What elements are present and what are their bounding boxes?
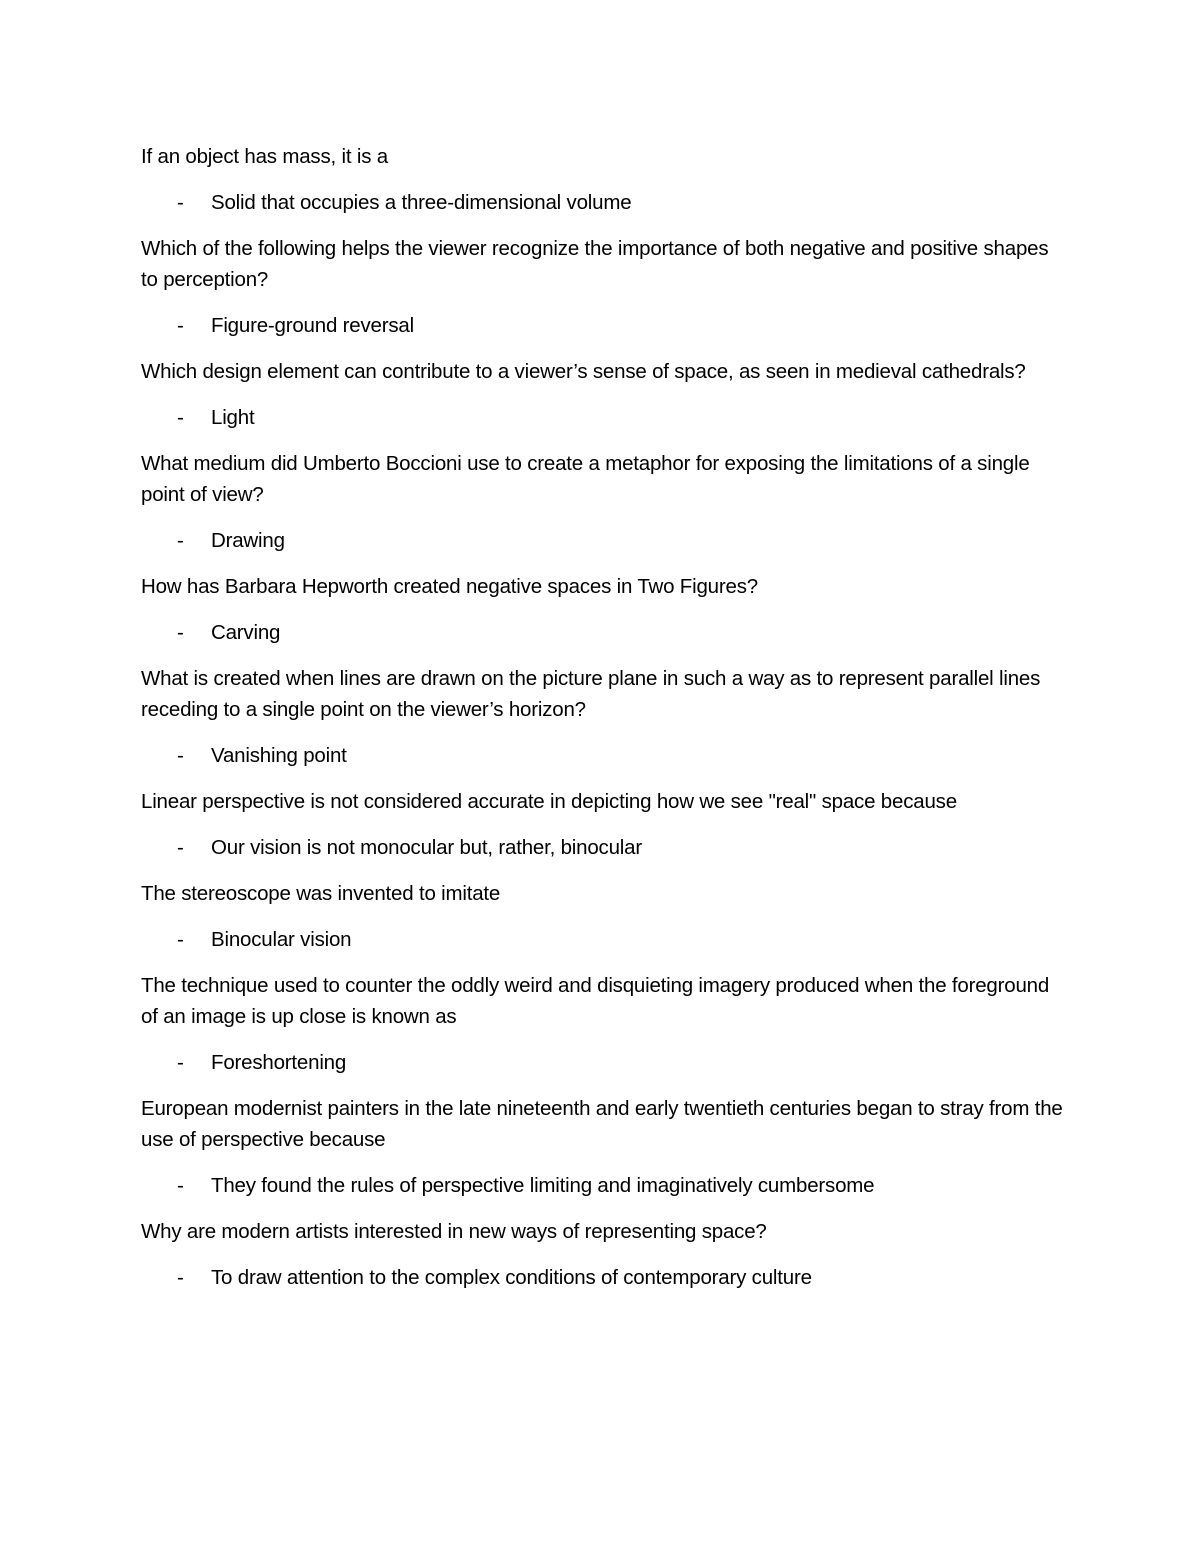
question-text: What medium did Umberto Boccioni use to create a metaphor for exposing the limitations of a single point of view? bbox=[141, 452, 1030, 506]
answer-item bbox=[141, 187, 1066, 218]
bullet-dash: - bbox=[177, 928, 184, 951]
bullet-dash: - bbox=[177, 406, 184, 429]
answer-item bbox=[141, 310, 1066, 341]
answer-item bbox=[141, 832, 1066, 863]
answer-text: Figure-ground reversal bbox=[211, 314, 414, 337]
question-text: The stereoscope was invented to imitate bbox=[141, 882, 501, 905]
bullet-dash: - bbox=[177, 744, 184, 767]
question-text: Linear perspective is not considered accurate in depicting how we see "real" space because bbox=[141, 790, 957, 813]
bullet-dash: - bbox=[177, 1174, 184, 1197]
bullet-dash: - bbox=[177, 529, 184, 552]
answer-text: Light bbox=[211, 406, 255, 429]
question-text: What is created when lines are drawn on the picture plane in such a way as to represent parallel lines receding to a single point on the viewer’s horizon? bbox=[141, 667, 1041, 721]
bullet-dash: - bbox=[177, 1051, 184, 1074]
answer-item bbox=[141, 1170, 1066, 1201]
answer-item bbox=[141, 1047, 1066, 1078]
document-body bbox=[141, 141, 1066, 1308]
answer-item bbox=[141, 402, 1066, 433]
question-text: European modernist painters in the late nineteenth and early twentieth centuries began to stray from the use of perspective because bbox=[141, 1097, 1063, 1151]
answer-item bbox=[141, 740, 1066, 771]
bullet-dash: - bbox=[177, 314, 184, 337]
answer-item bbox=[141, 525, 1066, 556]
question-text: Why are modern artists interested in new ways of representing space? bbox=[141, 1220, 767, 1243]
bullet-dash: - bbox=[177, 621, 184, 644]
answer-text: Solid that occupies a three-dimensional volume bbox=[211, 191, 632, 214]
answer-item bbox=[141, 1262, 1066, 1293]
answer-text: Foreshortening bbox=[211, 1051, 347, 1074]
bullet-dash: - bbox=[177, 1266, 184, 1289]
question-text: How has Barbara Hepworth created negative spaces in Two Figures? bbox=[141, 575, 758, 598]
answer-text: To draw attention to the complex conditions of contemporary culture bbox=[211, 1266, 812, 1289]
answer-item bbox=[141, 617, 1066, 648]
question-text: Which of the following helps the viewer recognize the importance of both negative and positive shapes to perception? bbox=[141, 237, 1049, 291]
question-text: Which design element can contribute to a viewer’s sense of space, as seen in medieval cathedrals? bbox=[141, 360, 1026, 383]
bullet-dash: - bbox=[177, 836, 184, 859]
answer-item bbox=[141, 924, 1066, 955]
answer-text: They found the rules of perspective limiting and imaginatively cumbersome bbox=[211, 1174, 875, 1197]
answer-text: Binocular vision bbox=[211, 928, 352, 951]
answer-text: Vanishing point bbox=[211, 744, 347, 767]
question-text: If an object has mass, it is a bbox=[141, 145, 388, 168]
answer-text: Our vision is not monocular but, rather, binocular bbox=[211, 836, 642, 859]
bullet-dash: - bbox=[177, 191, 184, 214]
question-text: The technique used to counter the oddly weird and disquieting imagery produced when the foreground of an image is up close is known as bbox=[141, 974, 1050, 1028]
answer-text: Carving bbox=[211, 621, 281, 644]
answer-text: Drawing bbox=[211, 529, 285, 552]
